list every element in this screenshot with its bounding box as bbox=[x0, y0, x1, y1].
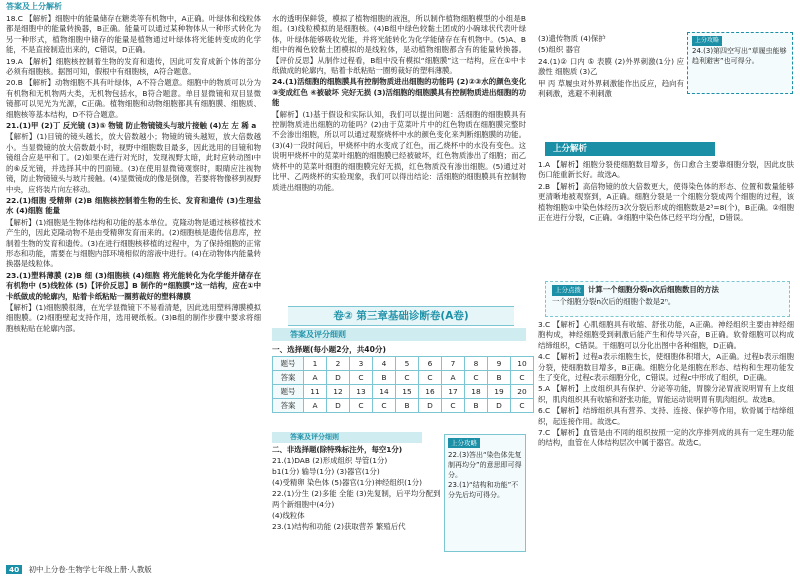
tip-box-24 bbox=[687, 32, 793, 94]
choice-heading: 一、选择题(每小题2分，共40分) bbox=[272, 345, 386, 354]
answer-21: 21.(1)甲 (2)丁 反光镜 (3)⑤ 物镜 防止物镜镜头与玻片接触 (4)左 左 稀 a bbox=[6, 121, 257, 131]
table-row: 题号 11 12 13 14 15 16 17 18 19 20 bbox=[273, 385, 534, 399]
answer-21b-cont2: (4)受精卵 染色体 (5)器官(1分)神经组织(1分) bbox=[272, 478, 423, 487]
method-label: 上分点拨 bbox=[552, 285, 584, 296]
answer-19: 19.A 【解析】细胞核控制着生物的发育和遗传，因此可发育成新个体的部分必须有细胞核。据图可知，假根中有细胞核，A符合题意。 bbox=[6, 56, 261, 77]
tip-box-label: 上分攻略 bbox=[692, 36, 722, 46]
analysis-23-cont: 水的透明保鲜袋，模拟了植物细胞的液泡，所以制作植物细胞模型的小组是B组。(3)线粒模拟的是细胞核。(4)B组中绿色较黏土团成的小碗球状代表叶绿体，叶绿体能够吸收光能，并将光能转化为化学能储存在有机物中。(5)A、B组中的褐色较黏土团模拟的是线粒体，是动植物细胞都含有的能量转换器。【评价反思】从制作过程看，B组中没有模拟“细胞膜”这一结构，应在①中卡纸做成的轮廓内，贴着卡纸粘贴一圈剪裁好的塑料薄膜。 bbox=[272, 14, 526, 76]
column-left bbox=[6, 14, 261, 335]
answer-18: 18.C 【解析】细胞中的能量储存在糖类等有机物中，A正确。叶绿体和线粒体都是细胞中的能量转换器，B正确。能量可以通过某种物体从一种形式转化为另一种形式，植物细胞中储存的能量是植物通过叶绿体将光能转变成的化学能，不是直接制造出来的，C错误，D正确。 bbox=[6, 14, 261, 55]
side-tip-box bbox=[444, 434, 526, 552]
row-head-question: 题号 bbox=[273, 385, 304, 399]
answer-23b: 23.(1)结构和功能 (2)获取营养 繁殖后代 bbox=[272, 522, 406, 531]
analysis-24: 【解析】(1)基于假设和实际认知，我们可以提出问题：活细胞的细胞膜具有控制物质进出细胞的功能吗？(2)由于苋菜叶片中的红色物质在细胞膜完整时不会渗出细胞，所以可以通过观察烧杯中水的颜色变化来判断细胞膜的功能。(3)(4)一段时间后，甲烧杯中的水变成了红色，而乙烧杯中的水没有变色。这说明甲烧杯中的苋菜叶细胞的细胞膜已经被破坏，红色物质渗出了细胞；而乙烧杯中的苋菜叶细胞的细胞膜完好无损，红色物质没有渗出细胞。(5)通过对比甲、乙两烧杯的实验现象，我们可以得出结论：活细胞的细胞膜具有控制物质进出细胞的功能。 bbox=[272, 109, 526, 192]
section-title-analysis: 上分解析 bbox=[545, 142, 715, 156]
answer-22b: 22.(1)分生 (2)多能 全能 (3)先复制，后平均分配到两个新细胞中(4分) bbox=[272, 489, 441, 509]
nonchoice-heading: 二、非选择题(除特殊标注外，每空1分) bbox=[272, 445, 403, 454]
row-head-answer: 答案 bbox=[273, 371, 304, 385]
analysis-5: 5.A 【解析】上皮组织具有保护、分泌等功能，胃腺分泌胃液说明胃有上皮组织，肌肉组织具有收缩和舒张功能，胃能运动说明胃有肌肉组织。故选B。 bbox=[538, 384, 794, 404]
answer-24b: 24.(1)② 口内 ⑤ 表膜 (2)外界刺激(1分) 应激性 细胞质 (3)乙 bbox=[538, 56, 684, 77]
method-box bbox=[545, 281, 790, 317]
side-tip-22: 22.(3)答出“染色体先复制再均分”的意思即可得分。 bbox=[448, 451, 522, 479]
analysis-7: 7.C 【解析】血管是由不同的组织按照一定的次序排列成的具有一定生理功能的结构，血管在人体结构层次中属于器官。故选C。 bbox=[538, 428, 794, 448]
analysis-1: 1.A 【解析】细胞分裂使细胞数目增多，伤口愈合主要靠细胞分裂，因此皮肤伤口能重新长好。故选A。 bbox=[538, 160, 794, 180]
page-header: 答案及上分解析 bbox=[6, 2, 62, 11]
side-tip-label: 上分攻略 bbox=[448, 438, 480, 448]
answer-22b-cont: (4)线粒体 bbox=[272, 511, 305, 520]
tip-box-text: 24.(3)第四空写出“草履虫能够趋利避害”也可得分。 bbox=[692, 47, 787, 65]
column-right-top bbox=[538, 34, 684, 100]
analysis-22: 【解析】(1)细胞是生物体结构和功能的基本单位。克隆动物是通过核移植技术产生的，因此克隆动物不是由受精卵发育而来的。(2)细胞核是遗传信息库，控制着生物的发育和遗传。(3)在进行细胞核移植的过程中，为了保持细胞的正常形态和功能，需要在与细胞内部环境相似的溶液中进行。(4)在动物体内能量转换器是线粒体。 bbox=[6, 217, 261, 269]
row-head-answer: 答案 bbox=[273, 399, 304, 413]
column-right-b bbox=[538, 320, 794, 450]
analysis-4: 4.C 【解析】过程a表示细胞生长，使细胞体积增大，A正确。过程b表示细胞分裂，使细胞数目增多，B正确。细胞分化是细胞在形态、结构和生理功能发生了变化，过程c表示细胞分化，C错误。过程c中形成了组织，D正确。 bbox=[538, 352, 794, 383]
nonchoice-section-title: 答案及评分细则 bbox=[272, 432, 422, 443]
page-footer bbox=[6, 564, 152, 575]
answer-21b: 21.(1)DAB (2)形成组织 导管(1分) bbox=[272, 456, 388, 465]
nonchoice-answers bbox=[272, 444, 442, 532]
answer-24: 24.(1)活细胞的细胞膜具有控制物质进出细胞的功能吗 (2)②③水的颜色变化 ③变成红色 ④被破坏 完好无损 (3)活细胞的细胞膜具有控制物质进出细胞的功能 bbox=[272, 77, 526, 108]
answer-23b-cont2: (5)组织 器官 bbox=[538, 45, 581, 55]
row-head-question: 题号 bbox=[273, 357, 304, 371]
analysis-6: 6.C 【解析】结缔组织具有营养、支持、连接、保护等作用，软骨属于结缔组织，起连接作用。故选C。 bbox=[538, 406, 794, 426]
table-row: 题号 1 2 3 4 5 6 7 8 9 10 bbox=[273, 357, 534, 371]
answer-20: 20.B 【解析】动物细胞不具有叶绿体，A不符合题意。细胞中的物质可以分为有机物和无机物两大类，无机物包括水，B符合题意。单目显微镜和双目显微镜都可以见光为光源，C正确。植物细胞和动物细胞都具有细胞膜、细胞质、细胞核等基本结构，D不符合题意。 bbox=[6, 78, 261, 119]
table-row: 答案 A D C B C C A C B C bbox=[273, 371, 534, 385]
table-row: 答案 A D C C B D C B D C bbox=[273, 399, 534, 413]
analysis-23: 【解析】(1)细胞膜很薄，在光学显微镜下不易看清楚，因此选用塑料薄膜模拟细胞膜。(2)细胞壁起支持作用，选用硬纸板。(3)B组的制作步骤中要求将细胞核粘贴在轮廓内部。 bbox=[6, 302, 261, 333]
column-right-a bbox=[538, 160, 794, 224]
answer-section-title: 答案及评分细则 bbox=[272, 328, 526, 341]
exam-banner: 卷② 第三章基础诊断卷(A卷) bbox=[288, 306, 514, 326]
book-title: 初中上分卷·生物学七年级上册·人教版 bbox=[28, 565, 152, 574]
answer-21b-cont: b1(1分) 输导(1分) (3)器官(1分) bbox=[272, 467, 380, 476]
answer-table bbox=[272, 356, 534, 413]
side-tip-23: 23.(1)“结构和功能”不分先后均可得分。 bbox=[448, 481, 519, 499]
answer-22: 22.(1)细胞 受精卵 (2)B 细胞核控制着生物的生长、发育和遗传 (3)生理盐水 (4)细胞 能量 bbox=[6, 195, 261, 216]
answer-23b-cont: (3)遗传物质 (4)保护 bbox=[538, 34, 606, 43]
column-middle bbox=[272, 14, 526, 194]
method-title: 计算一个细胞分裂n次后细胞数目的方法 bbox=[588, 285, 719, 294]
method-formula: 一个细胞分裂n次后的细胞个数是2ⁿ。 bbox=[552, 297, 676, 306]
page-number: 40 bbox=[6, 565, 22, 574]
analysis-3: 3.C 【解析】心肌细胞具有收缩、舒张功能，A正确。神经组织主要由神经细胞构成，神经细胞受到刺激后能产生和传导兴奋，B正确。软骨细胞可以构成结缔组织，C错误。干细胞可以分化出图中各种细胞，D正确。 bbox=[538, 320, 794, 350]
analysis-2: 2.B 【解析】高倍物镜的放大倍数更大，使得染色体的形态、位置和数量能够更清晰地被观察到，A正确。细胞分裂是一个细胞分裂成两个细胞的过程，该植物细胞①中染色体经历3次分裂后形成的细胞数是2³=8(个)，B正确。②细胞正在进行分裂，C正确。③细胞中染色体已经平均分配，D错误。 bbox=[538, 181, 794, 223]
analysis-21: 【解析】(1)目镜的镜头越长，放大倍数越小；物镜的镜头越短，放大倍数越小。当显微镜的放大倍数最小时，视野中细胞数目最多，因此选用的目镜和物镜组合应是甲和丁。(2)如果在进行对光时，发现视野太暗，此时应转动图Ⅰ中的⑥反光镜，并选择其中的凹面镜。(3)在使用显微镜观察时，眼睛应注视物镜，防止物镜镜头与玻片接触。(4)显微镜成的像是倒像，若要将物像移到视野中央，应将装片向左移动。 bbox=[6, 132, 261, 194]
answer-23: 23.(1)塑料薄膜 (2)B 细 (3)细胞核 (4)细胞 将光能转化为化学能并储存在有机物中 (5)线粒体 (5)【评价反思】B 制作的“细胞膜”这一结构，应在①中卡纸做成的轮廓内，贴着卡纸粘贴一圈剪裁好的塑料薄膜 bbox=[6, 270, 261, 301]
answer-24b-cont: 甲 丙 草履虫对外界刺激能作出反应，趋向有利刺激，逃避不利刺激 bbox=[538, 78, 684, 99]
